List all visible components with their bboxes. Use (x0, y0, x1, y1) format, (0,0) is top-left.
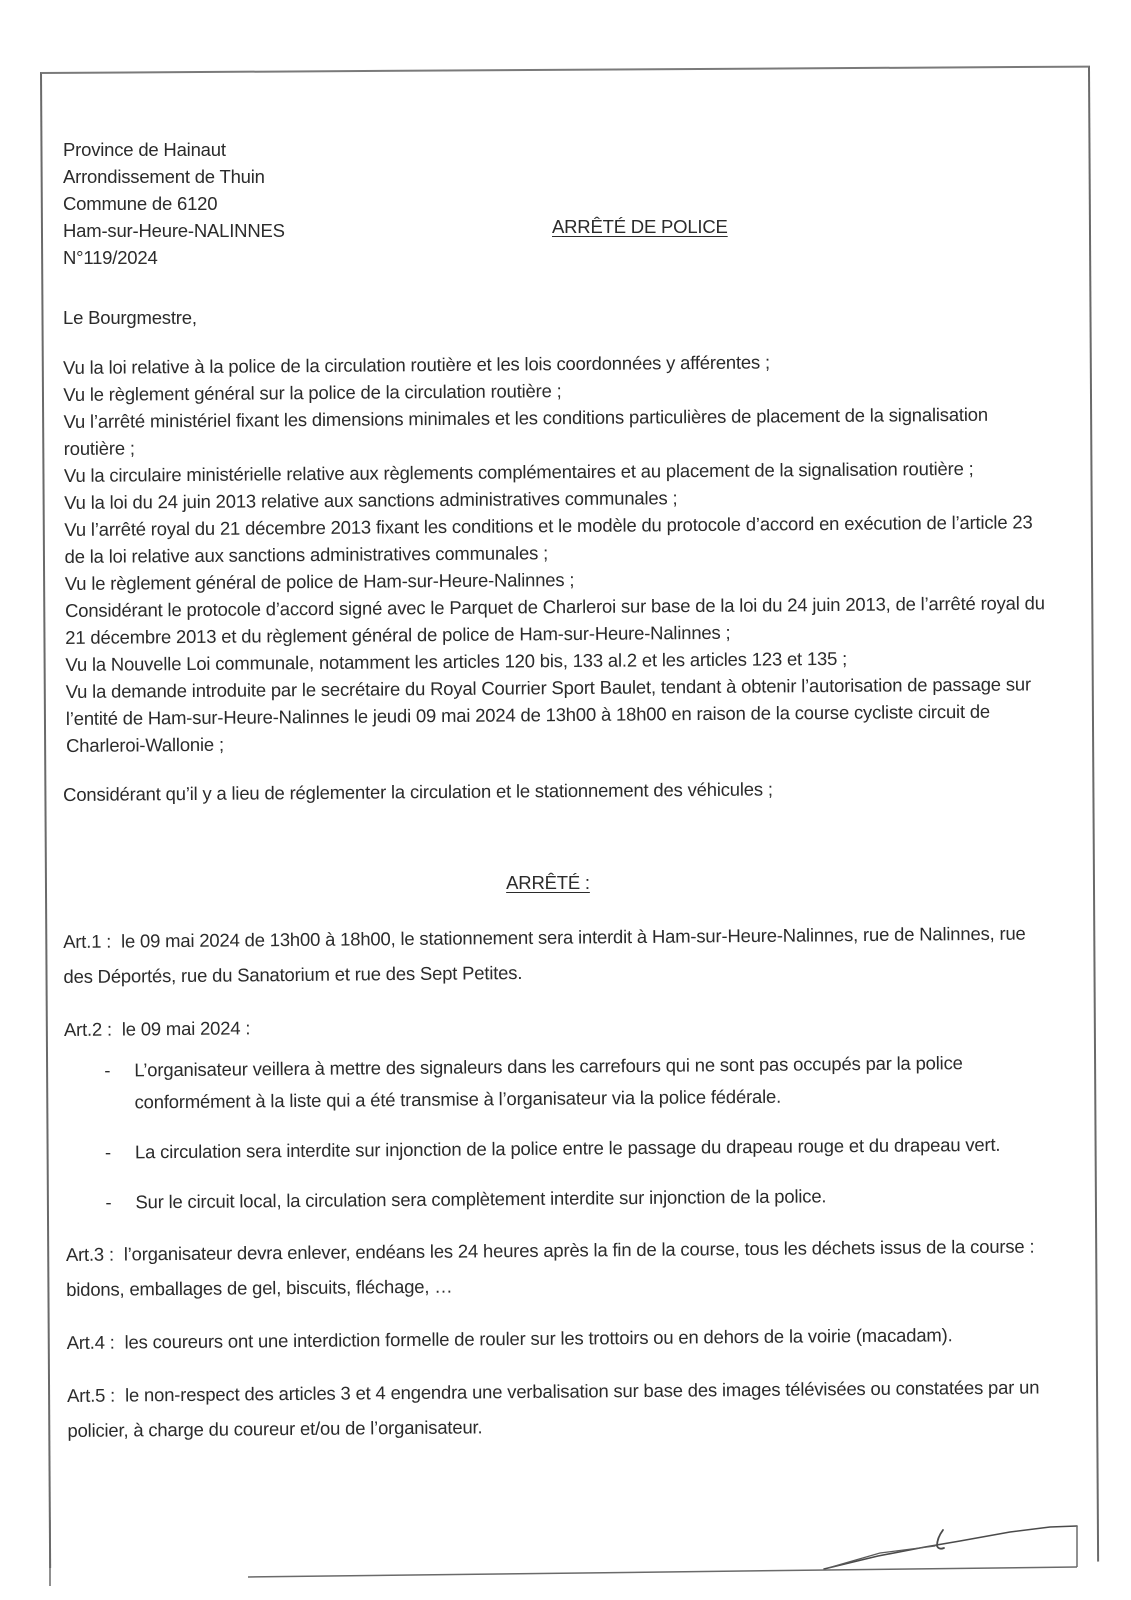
letterhead-arrondissement: Arrondissement de Thuin (63, 166, 265, 187)
salutation: Le Bourgmestre, (63, 307, 197, 328)
consideration-item: Vu la Nouvelle Loi communale, notamment les articles 120 bis, 133 al.2 et les articles 123 et 135 ; (65, 647, 848, 675)
article-3 (66, 1228, 1057, 1307)
bullet-item (104, 1046, 1055, 1118)
bullet-dash-icon: - (104, 1059, 111, 1081)
article-1 (63, 915, 1054, 994)
articles-section (63, 915, 1058, 1448)
consideration-item: Vu le règlement général sur la police de la circulation routière ; (63, 380, 562, 405)
letterhead (63, 136, 1053, 286)
article-text: l’organisateur devra enlever, endéans les 24 heures après la fin de la course, tous les déchets issus de la course : bidons, emballages de gel, biscuits, fléchage, … (66, 1235, 1035, 1300)
article-text: les coureurs ont une interdiction formelle de rouler sur les trottoirs ou en dehors de la voirie (macadam). (124, 1324, 953, 1353)
article-text: le 09 mai 2024 : (121, 1017, 251, 1040)
bullet-dash-icon: - (105, 1191, 112, 1213)
article-number: Art.2 : (63, 1018, 112, 1040)
letterhead-municipality: Ham-sur-Heure-NALINNES (63, 220, 285, 241)
article-text: le 09 mai 2024 de 13h00 à 18h00, le stationnement sera interdit à Ham-sur-Heure-Nalinnes, rue de Nalinnes, rue des Déportés, rue du Sanatorium et rue des Sept Petites. (63, 922, 1026, 987)
letterhead-province: Province de Hainaut (63, 139, 226, 160)
letterhead-reference-number: N°119/2024 (63, 247, 158, 268)
bullet-item (105, 1128, 1055, 1168)
decree-heading-text: ARRÊTÉ : (506, 872, 590, 893)
article-number: Art.5 : (67, 1384, 116, 1406)
consideration-item: Vu la loi du 24 juin 2013 relative aux sanctions administratives communales ; (64, 487, 678, 513)
article-number: Art.3 : (65, 1243, 114, 1265)
consideration-item: Considérant le protocole d’accord signé avec le Parquet de Charleroi sur base de la loi du 24 juin 2013, de l’arrêté royal du 21 décembre 2013 et du règlement général de police de Ham-sur-Heure-Nalinnes ; (64, 592, 1045, 648)
consideration-item: Vu la demande introduite par le secrétaire du Royal Courrier Sport Baulet, tendant à obtenir l’autorisation de passage sur l’entité de Ham-sur-Heure-Nalinnes le jeudi 09 mai 2024 de 13h00 à 18h00 en raison de la course cycliste circuit de Charleroi-Wallonie ; (65, 673, 1031, 756)
consideration-item: Vu l’arrêté royal du 21 décembre 2013 fixant les conditions et le modèle du protocole d’accord en exécution de l’article 23 de la loi relative aux sanctions administratives communales ; (64, 511, 1033, 567)
considerations-list (63, 346, 1056, 759)
bullet-text: Sur le circuit local, la circulation sera complètement interdite sur injonction de la police. (135, 1185, 827, 1213)
article-4 (66, 1316, 1056, 1360)
consideration-item: Vu la loi relative à la police de la circulation routière et les lois coordonnées y afférentes ; (63, 351, 770, 378)
decree-heading (43, 869, 1053, 896)
document-title: ARRÊTÉ DE POLICE (552, 216, 728, 237)
consideration-item: Vu le règlement général de police de Ham-sur-Heure-Nalinnes ; (64, 568, 575, 594)
bullet-text: L’organisateur veillera à mettre des signaleurs dans les carrefours qui ne sont pas occupés par la police conformément à la liste qui a été transmise à l’organisateur via la police fédérale. (134, 1052, 963, 1113)
bullet-dash-icon: - (104, 1141, 112, 1163)
article-number: Art.4 : (66, 1331, 115, 1353)
border-bottom-line (248, 1567, 1077, 1577)
conclusion-statement: Considérant qu’il y a lieu de réglementer la circulation et le stationnement des véhicules ; (63, 778, 773, 805)
bullet-text: La circulation sera interdite sur injonction de la police entre le passage du drapeau rouge et du drapeau vert. (134, 1133, 1001, 1163)
letterhead-commune: Commune de 6120 (63, 193, 218, 214)
bullet-item (105, 1178, 1055, 1218)
consideration-item: Vu la circulaire ministérielle relative aux règlements complémentaires et au placement de la signalisation routière ; (63, 457, 974, 486)
article-5 (67, 1369, 1058, 1448)
document-page (63, 136, 1053, 1466)
consideration-item: Vu l’arrêté ministériel fixant les dimensions minimales et les conditions particulières de placement de la signalisation routière ; (63, 403, 988, 459)
article-text: le non-respect des articles 3 et 4 engendra une verbalisation sur base des images télévisées ou constatées par un policier, à charge du coureur et/ou de l’organisateur. (67, 1376, 1040, 1441)
article-2 (64, 1003, 1056, 1219)
article-2-bullet-list (64, 1046, 1055, 1219)
article-number: Art.1 : (63, 930, 112, 952)
